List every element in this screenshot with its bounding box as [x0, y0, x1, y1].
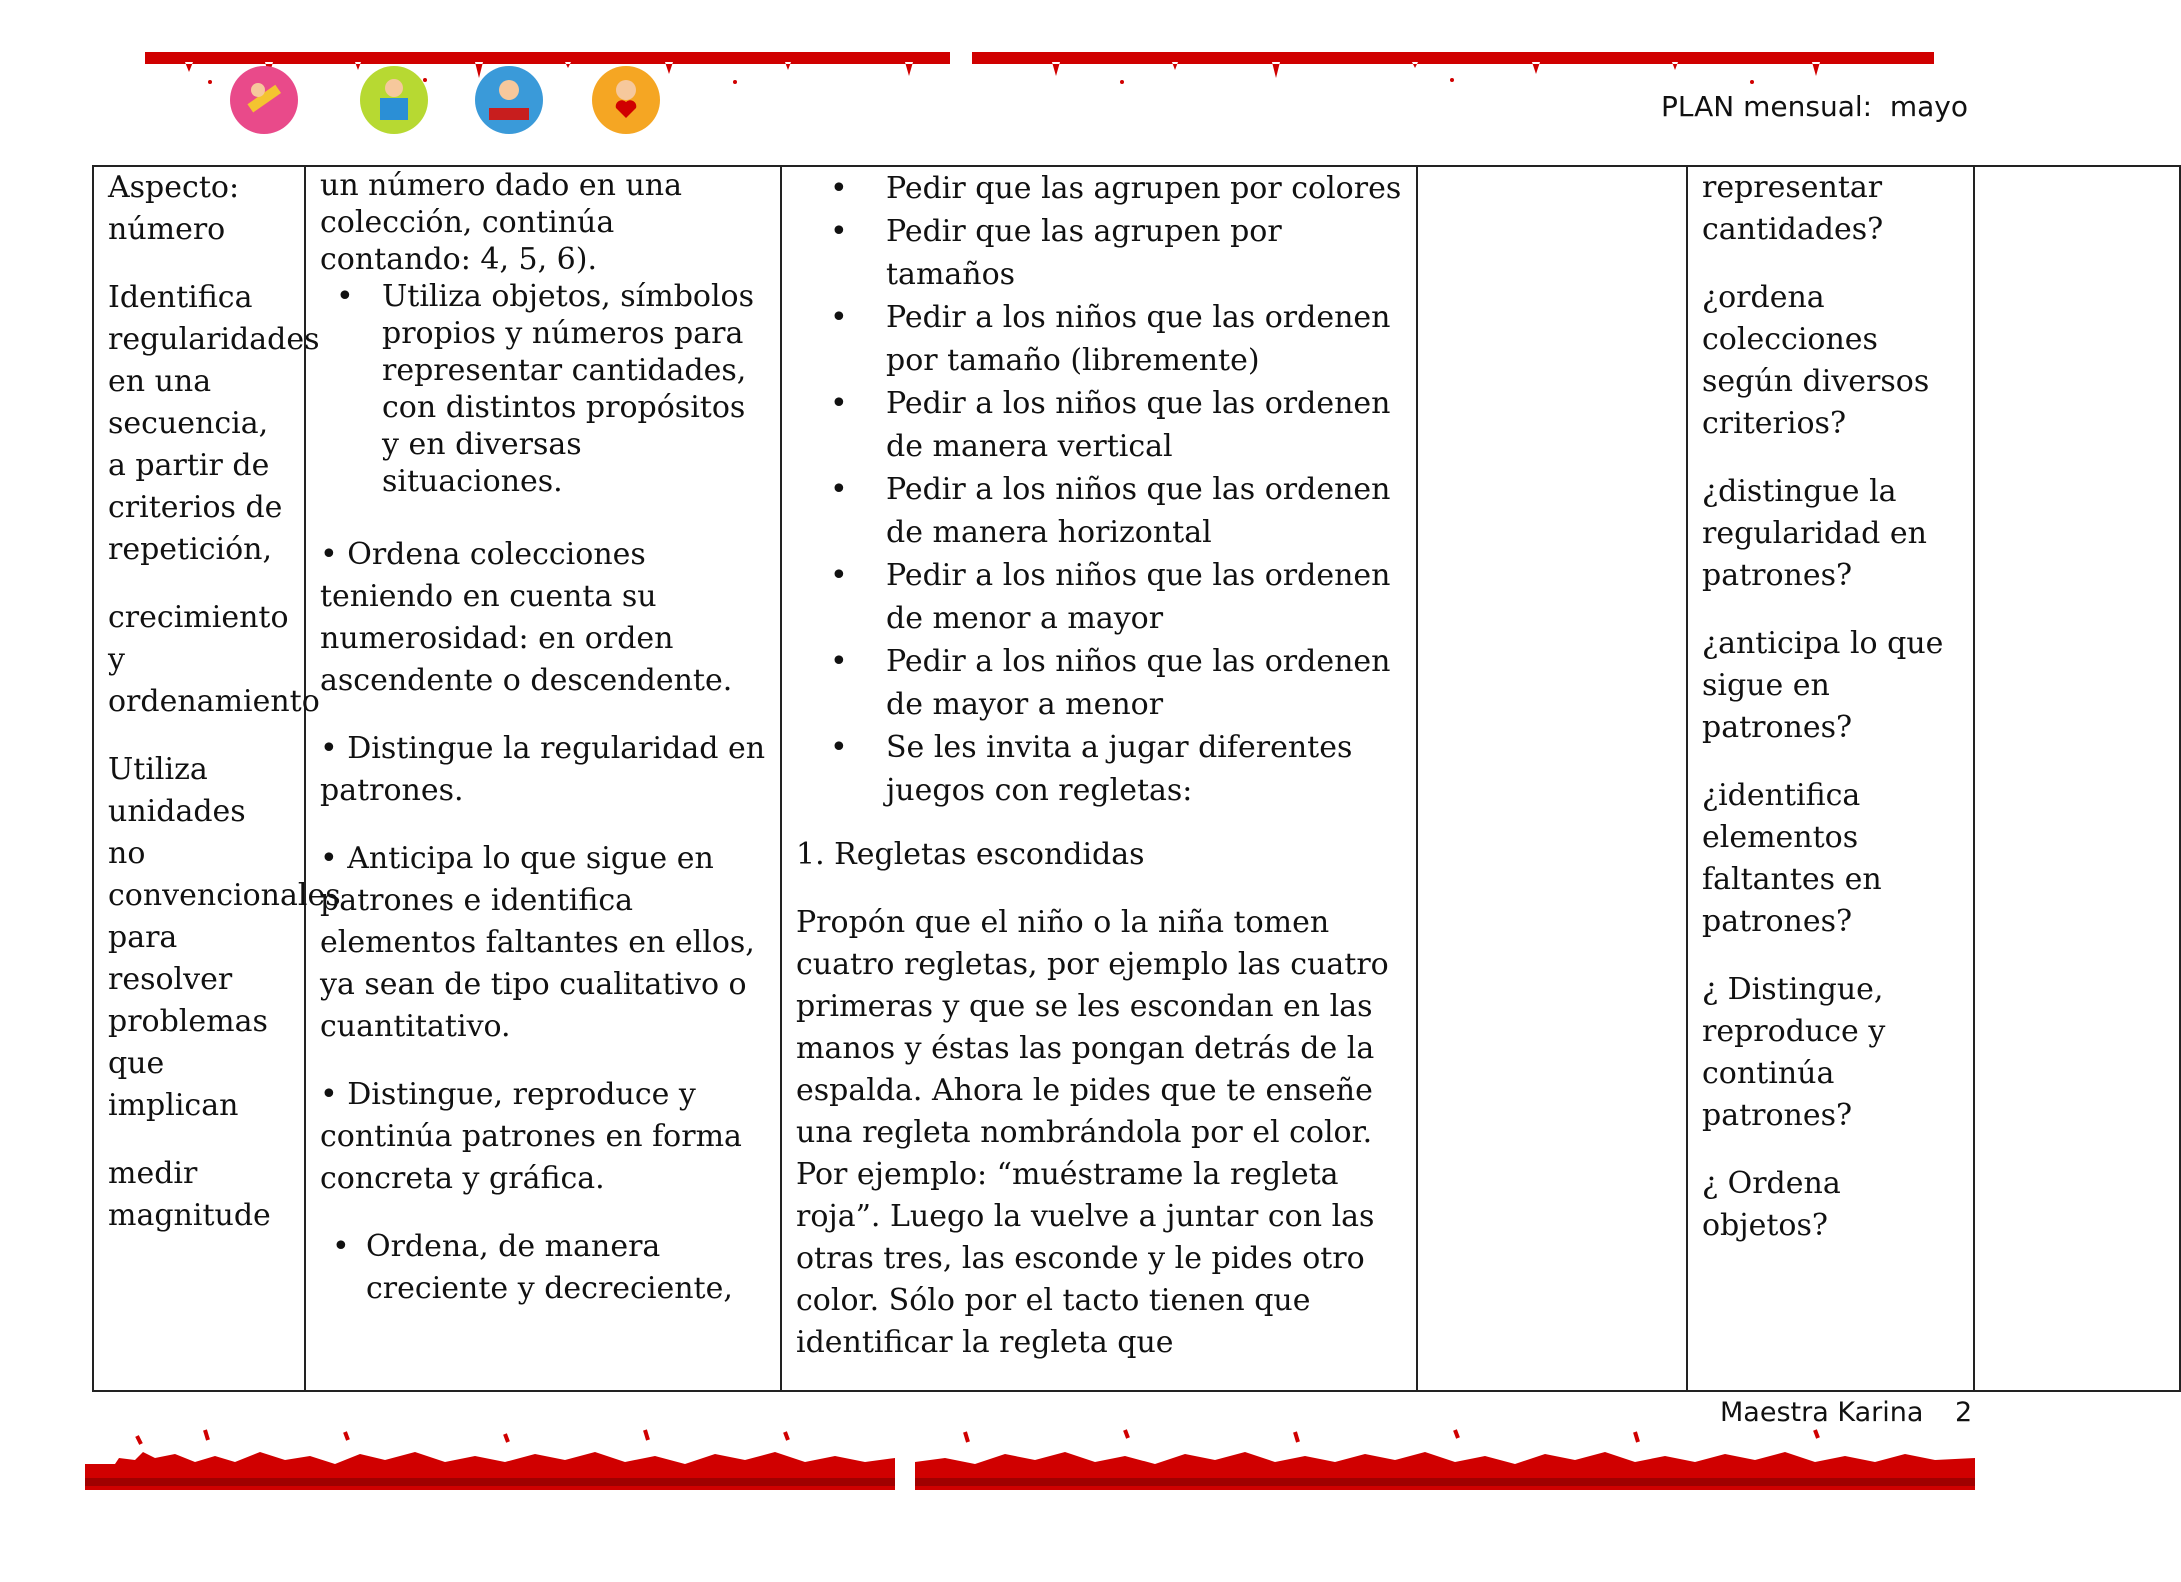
- activity-paragraph: Propón que el niño o la niña tomen cuatro regletas, por ejemplo las cuatro primeras y que se les escondan en las manos y éstas las pongan detrás de la espalda. Ahora le pides que te enseñe una regleta nombrándola por el color. Por ejemplo: “muéstrame la regleta roja”. Luego la vuelve a juntar con las otras tres, las esconde y le pides otro color. Sólo por el tacto tienen que identificar la regleta que: [796, 905, 1389, 1360]
- activities-list: [796, 167, 1402, 812]
- activities-cell: [781, 166, 1417, 1391]
- competency-cell: [305, 166, 781, 1391]
- plan-title: PLAN mensual: mayo: [1660, 90, 1968, 123]
- list-item: • Pedir que las agrupen por colores: [886, 167, 1402, 210]
- header-red-border-right: [972, 52, 1934, 88]
- puzzle-kid-icon: [358, 64, 430, 136]
- girl-heart-icon: [590, 64, 662, 136]
- evaluation-question: ¿ordena colecciones según diversos criterios?: [1702, 280, 1930, 441]
- evaluation-question: representar cantidades?: [1702, 170, 1884, 247]
- aspect-label: Aspecto: número: [108, 170, 240, 247]
- list-item: • Pedir a los niños que las ordenen de mayor a menor: [886, 640, 1402, 726]
- evaluation-question: ¿ Distingue, reproduce y continúa patrones?: [1702, 972, 1886, 1133]
- aspect-text: crecimiento y ordenamiento: [108, 600, 320, 719]
- footer-red-border-left: [85, 1418, 895, 1490]
- empty-cell: [1974, 166, 2180, 1391]
- list-item: • Ordena, de manera creciente y decreciente,: [366, 1226, 766, 1310]
- competency-point: • Distingue la regularidad en patrones.: [320, 731, 766, 808]
- aspect-text: medir magnitude: [108, 1156, 271, 1233]
- evaluation-question: ¿distingue la regularidad en patrones?: [1702, 474, 1927, 593]
- aspect-text: Identifica regularidades en una secuencia, a partir de criterios de repetición,: [108, 280, 320, 567]
- empty-cell: [1417, 166, 1687, 1391]
- pencil-kid-icon: [228, 64, 300, 136]
- plan-table: [92, 165, 2181, 1392]
- competency-point: • Anticipa lo que sigue en patrones e identifica elementos faltantes en ellos, ya sean de tipo cualitativo o cuantitativo.: [320, 841, 755, 1044]
- list-item: • Se les invita a jugar diferentes juegos con regletas:: [886, 726, 1402, 812]
- table-row: [93, 166, 2180, 1391]
- list-item: • Pedir a los niños que las ordenen de manera vertical: [886, 382, 1402, 468]
- aspect-text: Utiliza unidades no convencionales para resolver problemas que implican: [108, 752, 341, 1123]
- reading-kid-icon: [473, 64, 545, 136]
- competency-sublist: [320, 278, 766, 500]
- footer-red-border-right: [915, 1418, 1975, 1490]
- competency-last-list: [320, 1226, 766, 1310]
- list-item: • Utiliza objetos, símbolos propios y números para representar cantidades, con distintos propósitos y en diversas situaciones.: [382, 278, 766, 500]
- evaluation-question: ¿anticipa lo que sigue en patrones?: [1702, 626, 1944, 745]
- evaluation-question: ¿ Ordena objetos?: [1702, 1166, 1841, 1243]
- list-item: • Pedir a los niños que las ordenen de manera horizontal: [886, 468, 1402, 554]
- list-item: • Pedir a los niños que las ordenen de menor a mayor: [886, 554, 1402, 640]
- aspect-cell: [93, 166, 341, 1391]
- list-item: • Pedir que las agrupen por tamaños: [886, 210, 1402, 296]
- competency-intro: un número dado en una colección, continúa contando: 4, 5, 6).: [320, 168, 682, 277]
- competency-point: • Distingue, reproduce y continúa patrones en forma concreta y gráfica.: [320, 1077, 742, 1196]
- footer-teacher-name: Maestra Karina: [1720, 1397, 1924, 1428]
- evaluation-question: ¿identifica elementos faltantes en patrones?: [1702, 778, 1882, 939]
- footer-page-number: 2: [1955, 1397, 1973, 1428]
- evaluation-cell: [1687, 166, 1974, 1391]
- competency-point: • Ordena colecciones teniendo en cuenta su numerosidad: en orden ascendente o descendente.: [320, 537, 733, 698]
- activity-heading: 1. Regletas escondidas: [796, 837, 1145, 872]
- list-item: • Pedir a los niños que las ordenen por tamaño (libremente): [886, 296, 1402, 382]
